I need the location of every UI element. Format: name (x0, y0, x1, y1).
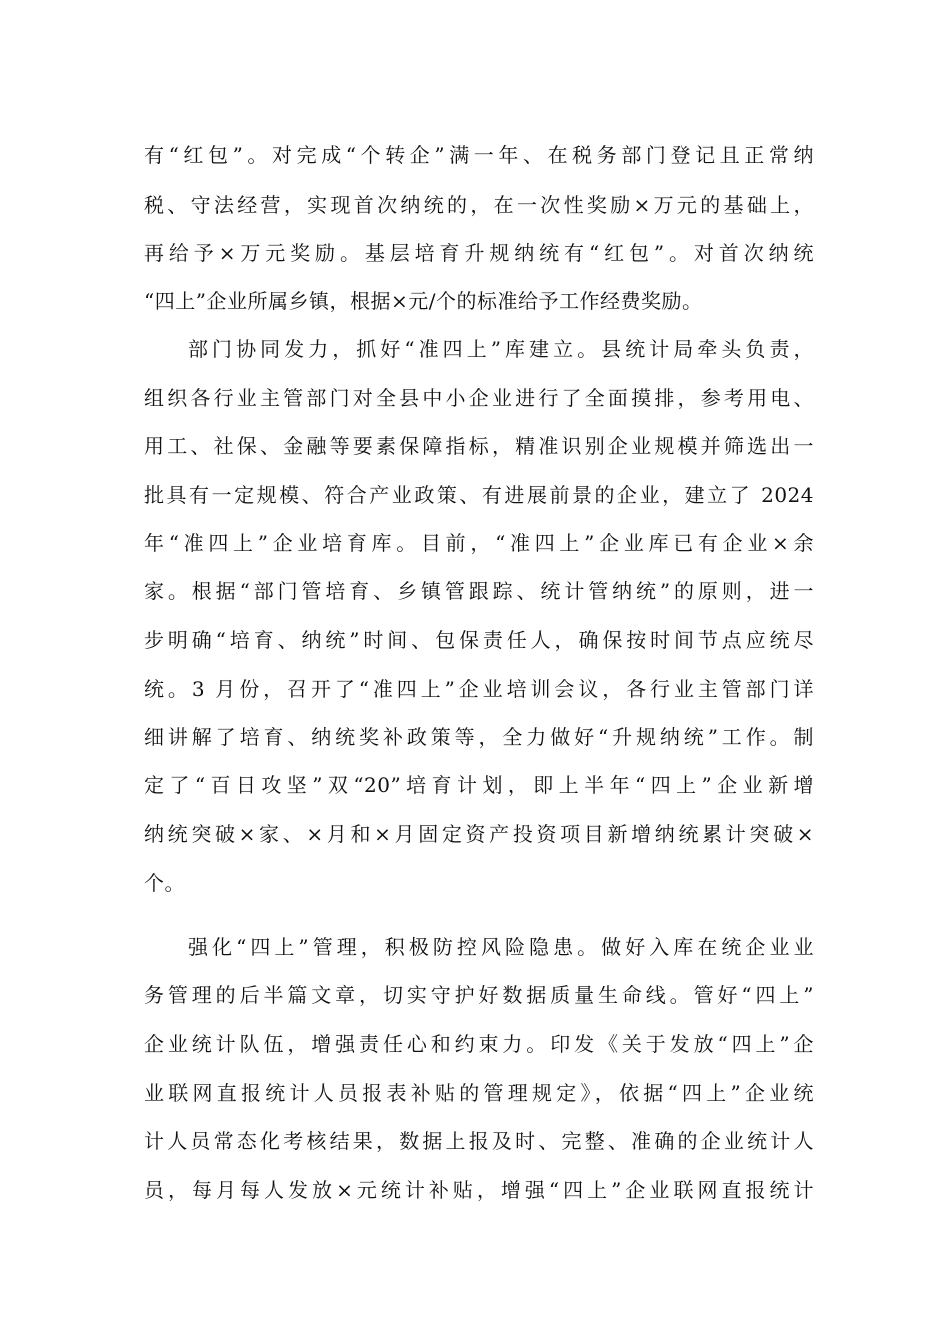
text-line: 税、守法经营，实现首次纳统的，在一次性奖励×万元的基础上， (144, 193, 814, 217)
text-line: 用工、社保、金融等要素保障指标，精准识别企业规模并筛选出一 (144, 434, 814, 458)
text-line: 员，每月每人发放×元统计补贴，增强“四上”企业联网直报统计 (144, 1178, 814, 1202)
text-line: 部门协同发力，抓好“准四上”库建立。县统计局牵头负责， (188, 337, 814, 361)
text-line: 业联网直报统计人员报表补贴的管理规定》，依据“四上”企业统 (144, 1081, 814, 1105)
text-line: 再给予×万元奖励。基层培育升规纳统有“红包”。对首次纳统 (144, 241, 814, 265)
text-line: “四上”企业所属乡镇，根据×元/个的标准给予工作经费奖励。 (144, 289, 703, 313)
text-line: 批具有一定规模、符合产业政策、有进展前景的企业，建立了 2024 (144, 483, 814, 507)
text-line: 个。 (144, 871, 185, 895)
text-line: 统。3 月份，召开了“准四上”企业培训会议，各行业主管部门详 (144, 677, 814, 701)
text-line: 年“准四上”企业培育库。目前，“准四上”企业库已有企业×余 (144, 531, 814, 555)
text-line: 强化“四上”管理，积极防控风险隐患。做好入库在统企业业 (188, 935, 814, 959)
text-line: 有“红包”。对完成“个转企”满一年、在税务部门登记且正常纳 (144, 143, 814, 167)
text-line: 纳统突破×家、×月和×月固定资产投资项目新增纳统累计突破× (144, 822, 814, 846)
text-line: 计人员常态化考核结果，数据上报及时、完整、准确的企业统计人 (144, 1129, 814, 1153)
text-line: 组织各行业主管部门对全县中小企业进行了全面摸排，参考用电、 (144, 386, 814, 410)
text-line: 步明确“培育、纳统”时间、包保责任人，确保按时间节点应统尽 (144, 628, 814, 652)
text-line: 家。根据“部门管培育、乡镇管跟踪、统计管纳统”的原则，进一 (144, 579, 814, 603)
text-line: 务管理的后半篇文章，切实守护好数据质量生命线。管好“四上” (144, 983, 814, 1007)
text-line: 企业统计队伍，增强责任心和约束力。印发《关于发放“四上”企 (144, 1032, 814, 1056)
text-line: 定了“百日攻坚”双“20”培育计划，即上半年“四上”企业新增 (144, 773, 814, 797)
text-line: 细讲解了培育、纳统奖补政策等，全力做好“升规纳统”工作。制 (144, 725, 814, 749)
